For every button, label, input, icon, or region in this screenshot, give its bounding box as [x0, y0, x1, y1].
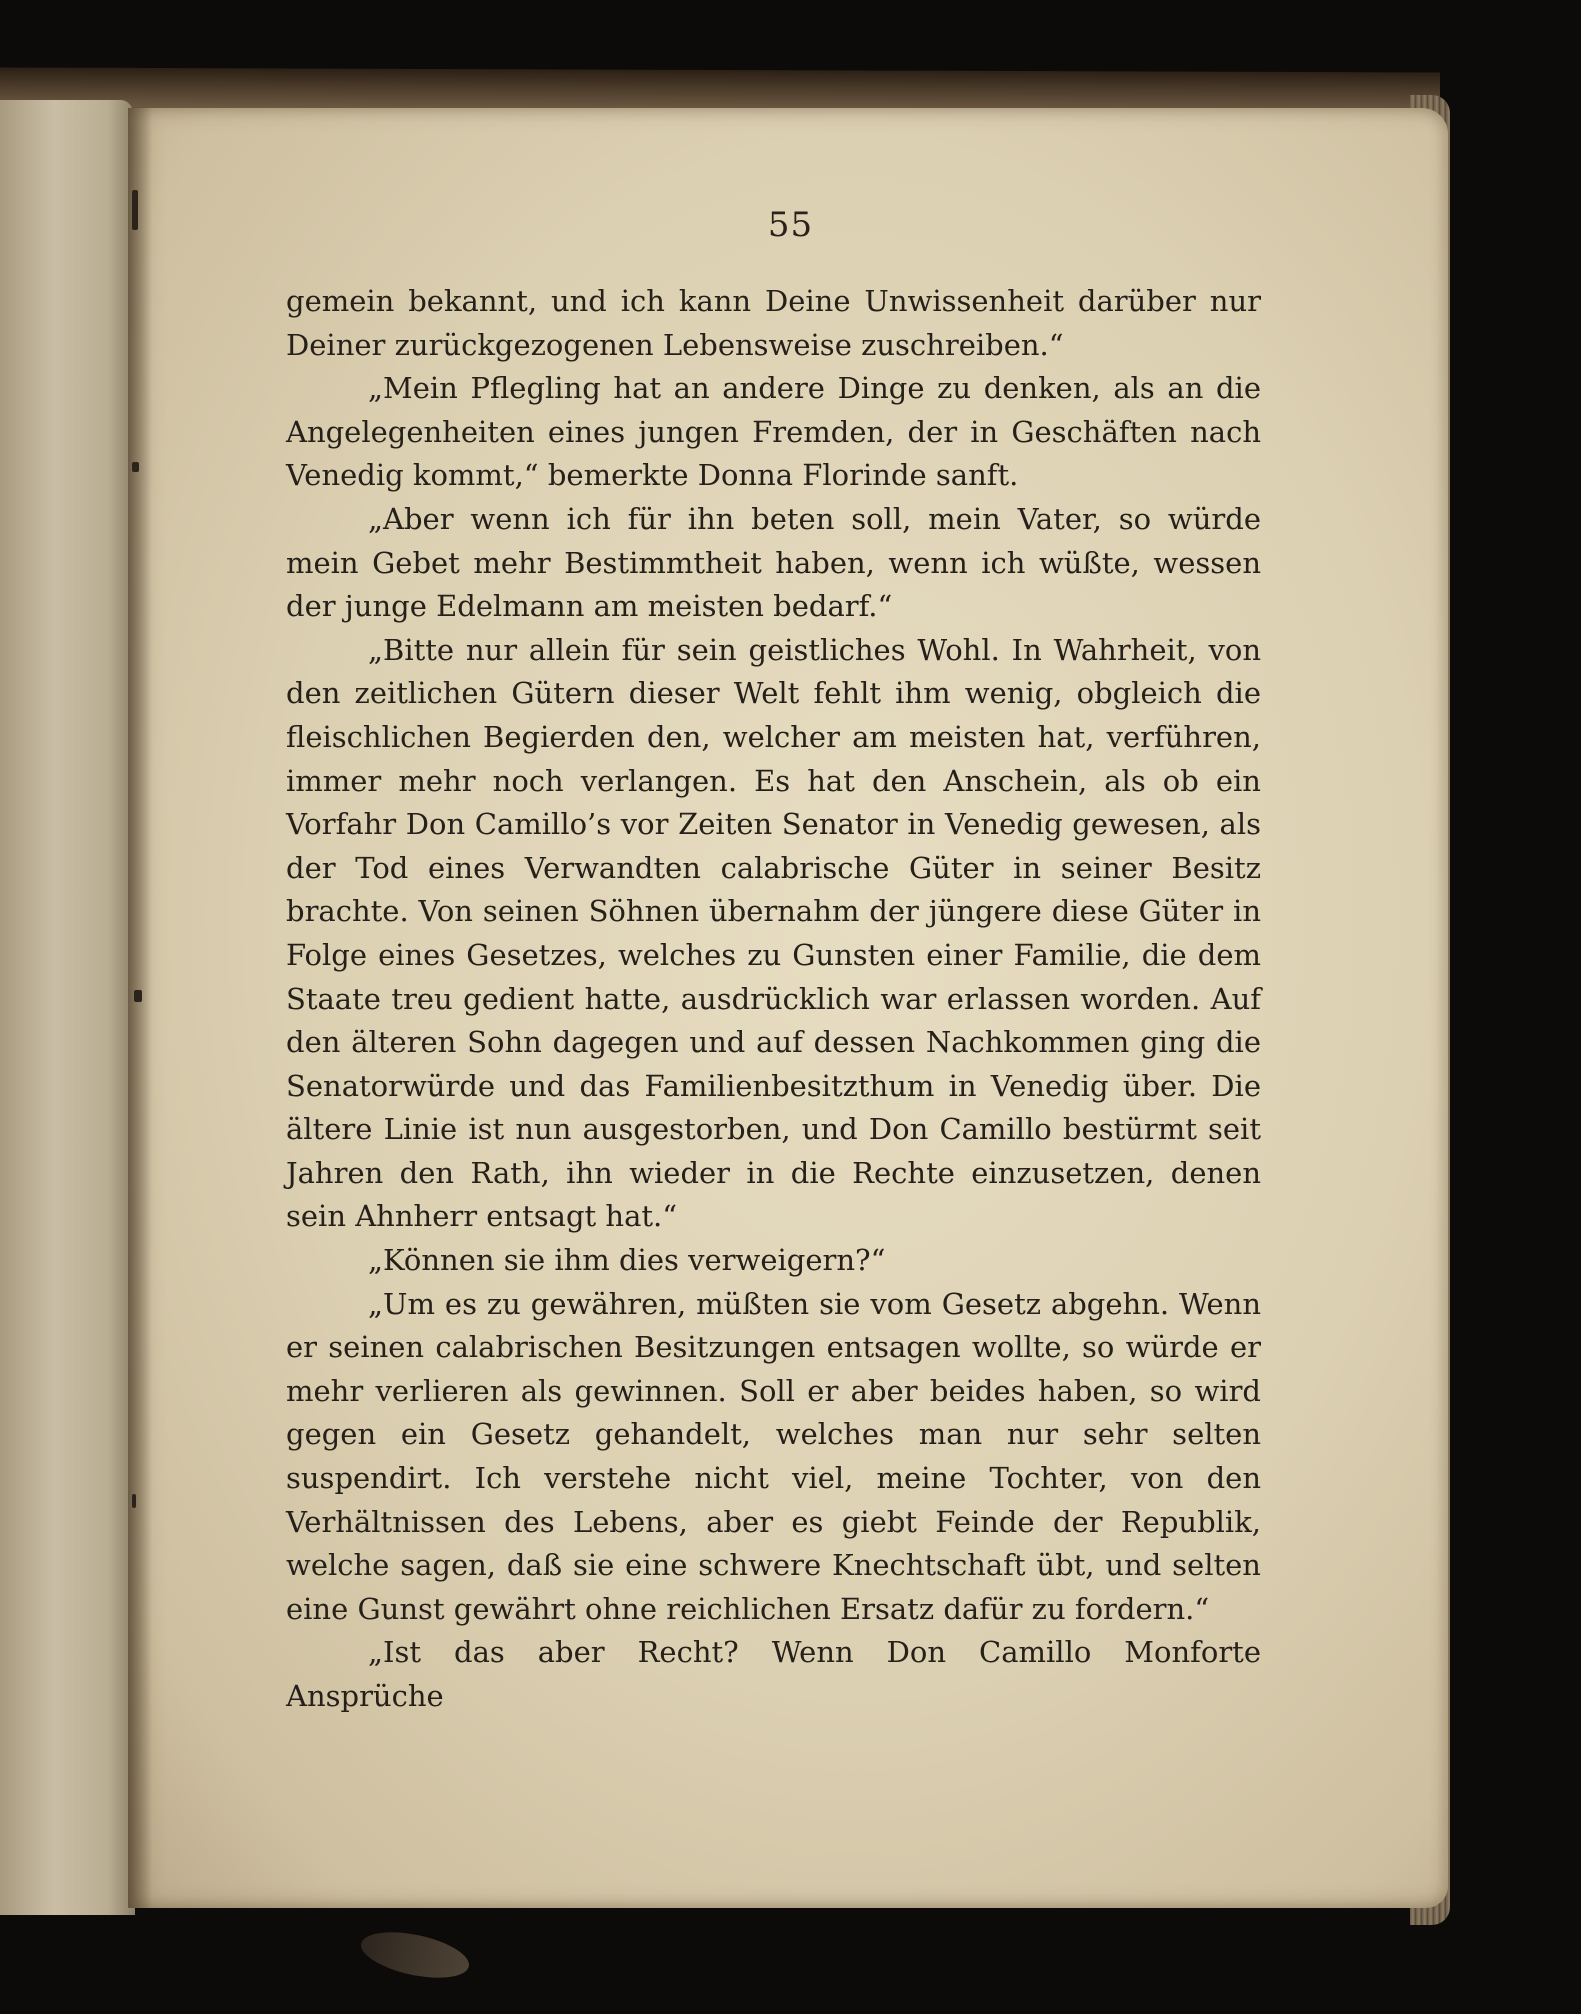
paragraph: „Um es zu gewähren, müßten sie vom Gesetz abgehn. Wenn er seinen calabrischen Besitzungen entsagen wollte, so würde er mehr verlieren als gewinnen. Soll er aber beides haben, so wird gegen ein Gesetz gehandelt, welches man nur sehr selten suspendirt. Ich verstehe nicht viel, meine Tochter, von den Verhältnissen des Lebens, aber es giebt Feinde der Republik, welche sagen, daß sie eine schwere Knechtschaft übt, und selten eine Gunst gewährt ohne reichlichen Ersatz dafür zu fordern.“: [286, 1286, 1261, 1626]
book-cover-edge: [0, 67, 1440, 112]
paragraph: gemein bekannt, und ich kann Deine Unwissenheit darüber nur Deiner zurückgezogenen Lebensweise zuschreiben.“: [286, 284, 1261, 362]
paragraph: „Ist das aber Recht? Wenn Don Camillo Monforte Ansprüche: [286, 1635, 1261, 1713]
paragraph: „Können sie ihm dies verweigern?“: [368, 1243, 886, 1278]
left-page-edge: [0, 100, 135, 1915]
binding-thread-mark: [132, 1494, 136, 1508]
page-text: [286, 280, 1261, 1719]
paragraph: „Mein Pflegling hat an andere Dinge zu denken, als an die Angelegenheiten eines jungen Fremden, der in Geschäften nach Venedig kommt,“ bemerkte Donna Florinde sanft.: [286, 371, 1261, 493]
book-gutter-shadow: [128, 108, 152, 1908]
thumb-shadow: [357, 1924, 473, 1986]
binding-thread-mark: [132, 462, 139, 472]
binding-thread-mark: [134, 990, 142, 1002]
paragraph: „Aber wenn ich für ihn beten soll, mein Vater, so würde mein Gebet mehr Bestimmtheit haben, wenn ich wüßte, wessen der junge Edelmann am meisten bedarf.“: [286, 501, 1261, 624]
page-number: 55: [767, 205, 814, 245]
paragraph: „Bitte nur allein für sein geistliches Wohl. In Wahrheit, von den zeitlichen Gütern dieser Welt fehlt ihm wenig, obgleich die fleischlichen Begierden den, welcher am meisten hat, verführen, immer mehr noch verlangen. Es hat den Anschein, als ob ein Vorfahr Don Camillo’s vor Zeiten Senator in Venedig gewesen, als der Tod eines Verwandten calabrische Güter in seiner Besitz brachte. Von seinen Söhnen übernahm der jüngere diese Güter in Folge eines Gesetzes, welches zu Gunsten einer Familie, die dem Staate treu gedient hatte, ausdrücklich war erlassen worden. Auf den älteren Sohn dagegen und auf dessen Nachkommen ging die Senatorwürde und das Familienbesitzthum in Venedig über. Die ältere Linie ist nun ausgestorben, und Don Camillo bestürmt seit Jahren den Rath, ihn wieder in die Rechte einzusetzen, denen sein Ahnherr entsagt hat.“: [286, 632, 1261, 1234]
